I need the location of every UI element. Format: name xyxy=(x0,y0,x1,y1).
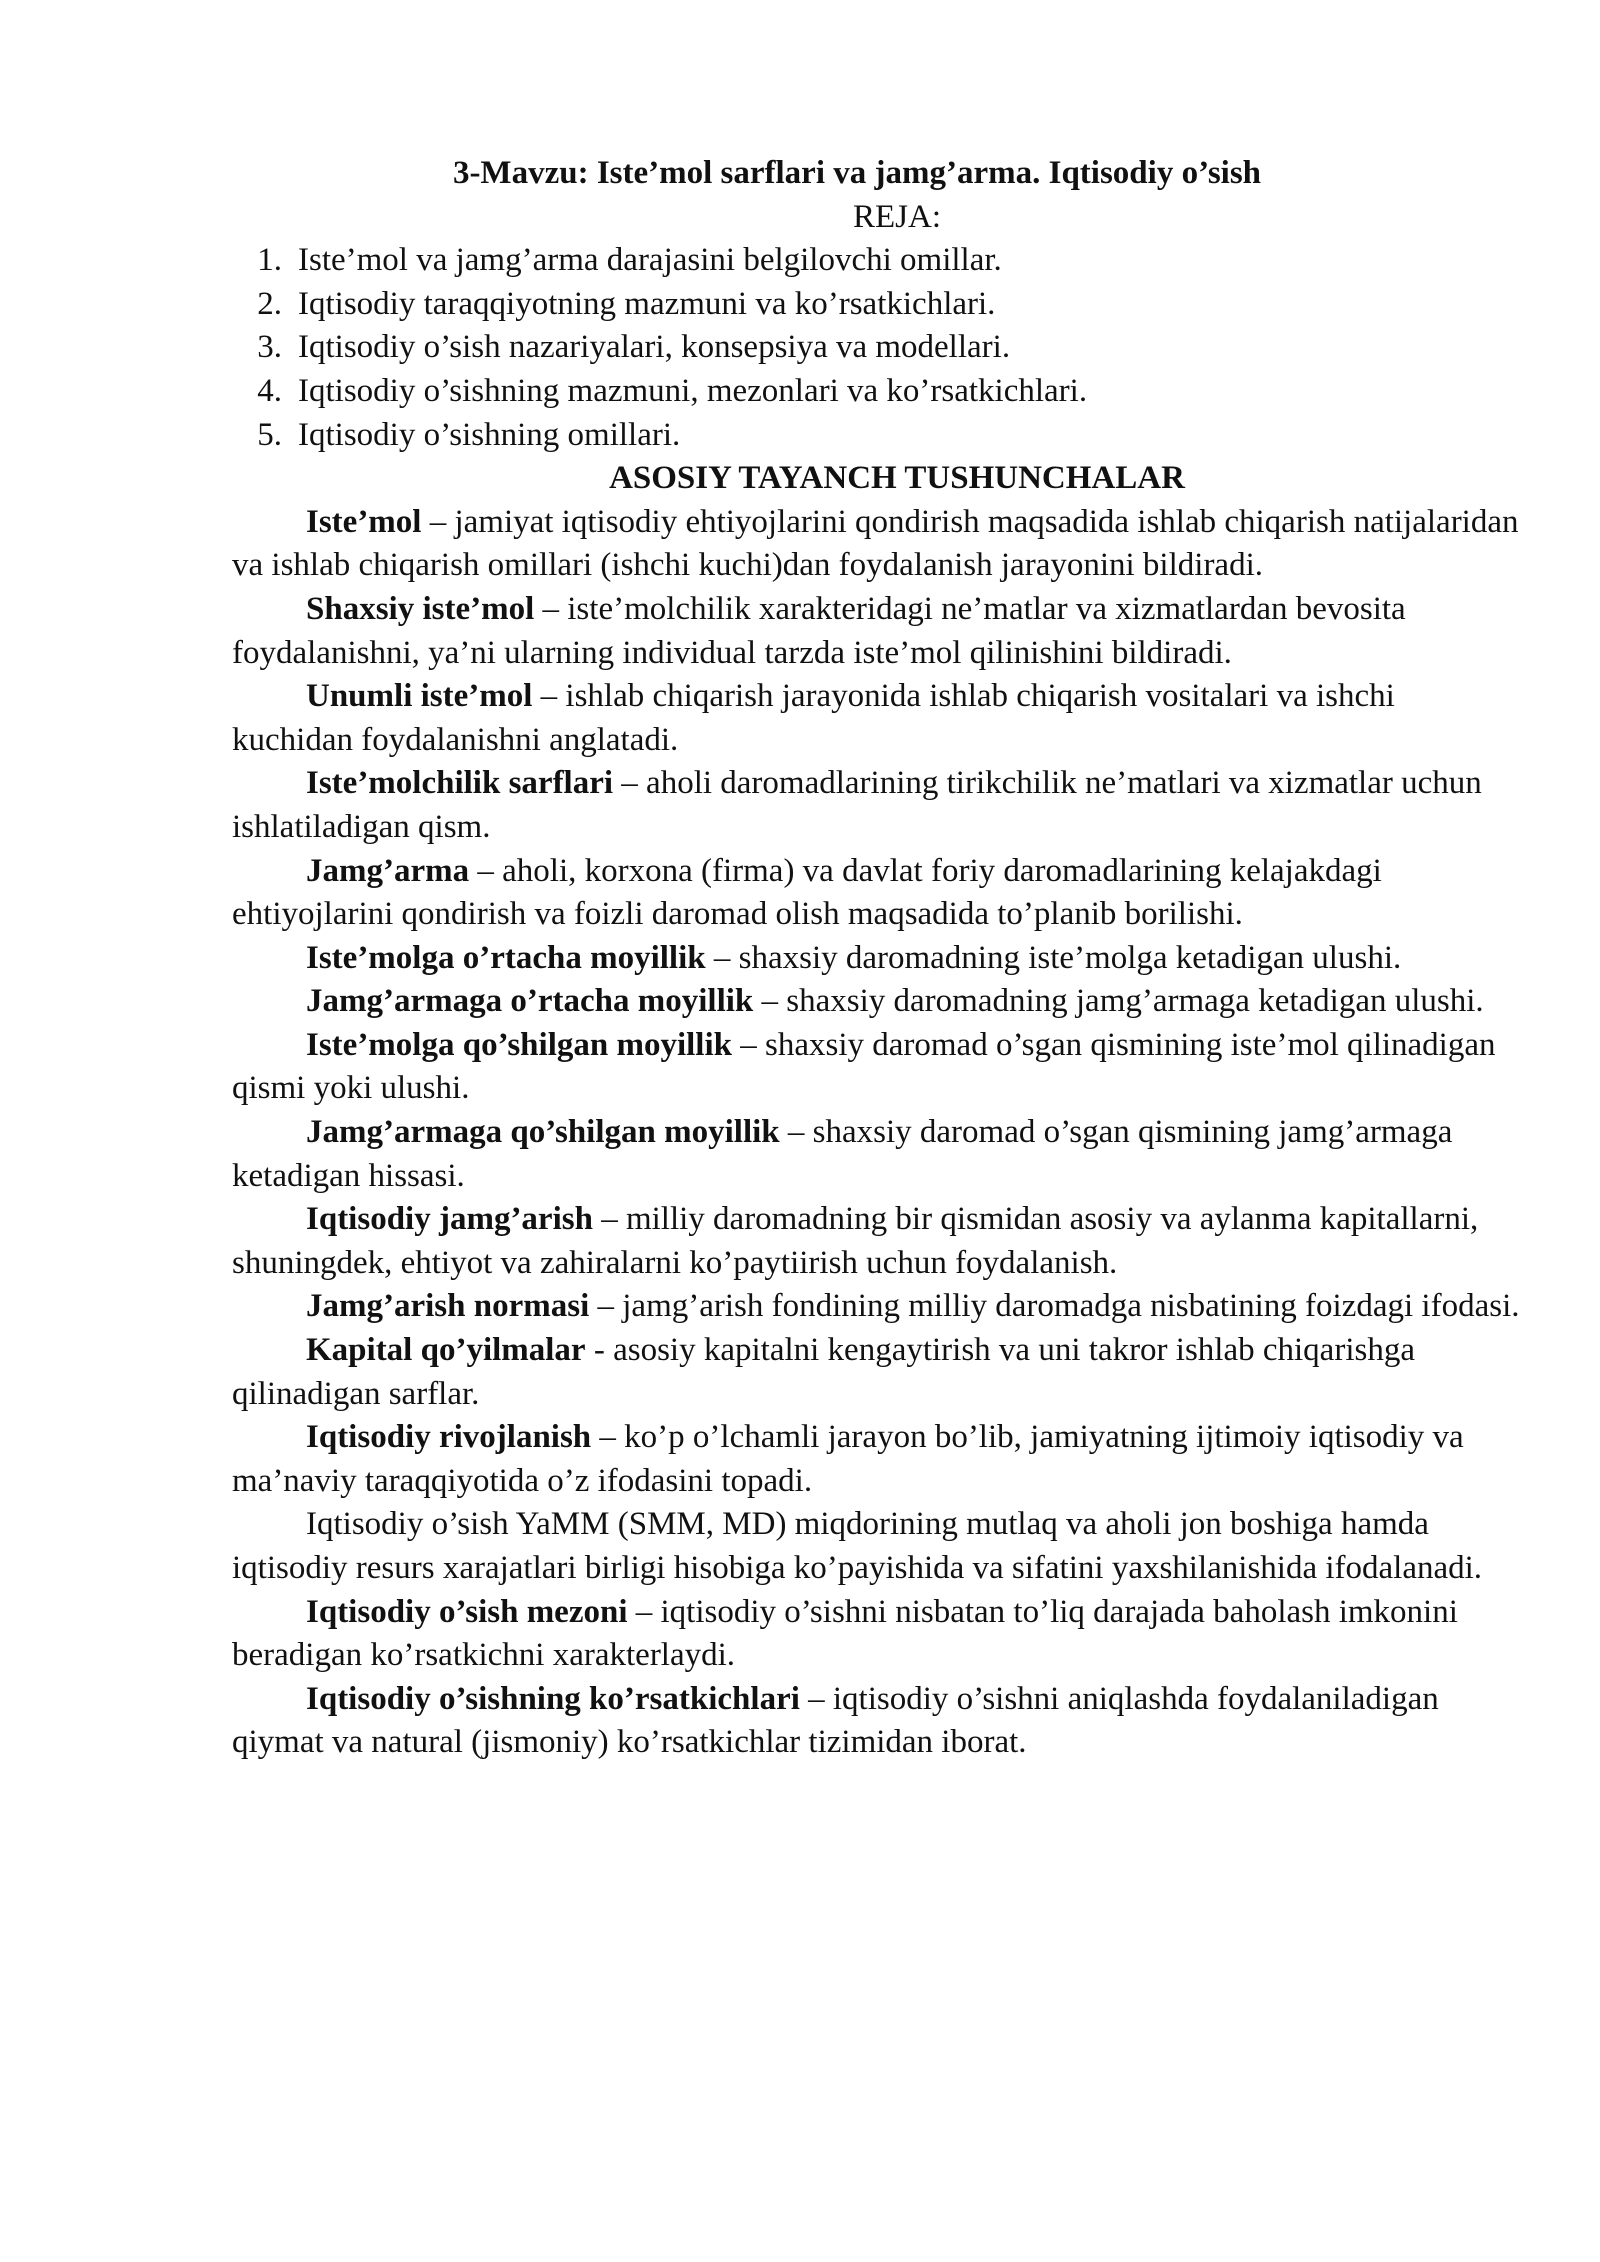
definition-term: Iste’molga o’rtacha moyillik xyxy=(306,939,706,976)
plan-item-text: Iqtisodiy taraqqiyotning mazmuni va ko’rsatkichlari. xyxy=(298,285,996,322)
definition-text: – shaxsiy daromad o’sgan qismining jamg’armaga ketadigan hissasi. xyxy=(232,1114,1453,1194)
definition-term: Iqtisodiy o’sishning ko’rsatkichlari xyxy=(306,1680,800,1717)
definition-text: Iqtisodiy o’sish YaMM (SMM, MD) miqdorining mutlaq va aholi jon boshiga hamda iqtisodiy resurs xarajatlari birligi hisobiga ko’payishida va sifatini yaxshilanishida ifodalanadi. xyxy=(232,1506,1483,1586)
plan-item-number: 4. xyxy=(257,372,282,409)
definition-term: Jamg’armaga o’rtacha moyillik xyxy=(306,983,754,1020)
document-title: 3-Mavzu: Iste’mol sarflari va jamg’arma. Iqtisodiy o’sish xyxy=(452,155,1262,191)
definition-text: – iqtisodiy o’sishni nisbatan to’liq darajada baholash imkonini beradigan ko’rsatkichni xarakterlaydi. xyxy=(232,1593,1458,1674)
plan-list xyxy=(232,239,1522,457)
definition-text: – shaxsiy daromad o’sgan qismining iste’mol qilinadigan qismi yoki ulushi. xyxy=(232,1026,1496,1107)
plan-item-text: Iste’mol va jamg’arma darajasini belgilovchi omillar. xyxy=(298,242,1002,279)
definition-paragraph xyxy=(232,1678,1522,1765)
concepts-heading: ASOSIY TAYANCH TUSHUNCHALAR xyxy=(609,460,1185,497)
definition-text: – jamg’arish fondining milliy daromadga nisbatining foizdagi ifodasi. xyxy=(589,1288,1520,1325)
definition-text: – jamiyat iqtisodiy ehtiyojlarini qondirish maqsadida ishlab chiqarish natijalaridan va ishlab chiqarish omillari (ishchi kuchi)dan foydalanish jarayonini bildiradi. xyxy=(232,503,1519,584)
definition-term: Iqtisodiy rivojlanish xyxy=(306,1419,592,1456)
definition-text: – milliy daromadning bir qismidan asosiy va aylanma kapitallarni, shuningdek, ehtiyot va zahiralarni ko’paytiirish uchun foydalanish. xyxy=(232,1201,1479,1281)
plan-item-number: 2. xyxy=(257,285,282,322)
definition-term: Unumli iste’mol xyxy=(306,678,533,715)
definition-paragraph xyxy=(232,980,1522,1024)
plan-item-number: 3. xyxy=(257,329,282,366)
definition-paragraph xyxy=(232,588,1522,675)
definition-term: Jamg’armaga qo’shilgan moyillik xyxy=(306,1114,780,1151)
plan-item-text: Iqtisodiy o’sishning mazmuni, mezonlari va ko’rsatkichlari. xyxy=(298,372,1088,409)
definition-paragraph xyxy=(232,1198,1522,1285)
plan-item xyxy=(232,414,1522,458)
definition-text: – aholi, korxona (firma) va davlat foriy daromadlarining kelajakdagi ehtiyojlarini qondirish va foizli daromad olish maqsadida to’planib borilishi. xyxy=(232,852,1382,933)
definition-term: Iste’mol xyxy=(306,503,422,540)
definition-text: – ko’p o’lchamli jarayon bo’lib, jamiyatning ijtimoiy iqtisodiy va ma’naviy taraqqiyotida o’z ifodasini topadi. xyxy=(232,1419,1464,1499)
definition-text: – iste’molchilik xarakteridagi ne’matlar va xizmatlardan bevosita foydalanishni, ya’ni ularning individual tarzda iste’mol qilinishini bildiradi. xyxy=(232,590,1406,671)
definition-term: Iqtisodiy o’sish mezoni xyxy=(306,1593,628,1630)
definition-paragraph xyxy=(232,937,1522,981)
definition-paragraph xyxy=(232,762,1522,849)
definition-text: – ishlab chiqarish jarayonida ishlab chiqarish vositalari va ishchi kuchidan foydalanishni anglatadi. xyxy=(232,678,1395,758)
plan-item xyxy=(232,239,1522,283)
definition-paragraph xyxy=(232,1416,1522,1503)
plan-item xyxy=(232,370,1522,414)
definition-term: Jamg’arish normasi xyxy=(306,1288,590,1325)
definition-paragraph xyxy=(232,675,1522,762)
definition-term: Jamg’arma xyxy=(306,852,470,889)
definition-paragraph xyxy=(232,1111,1522,1198)
definition-paragraph xyxy=(232,1329,1522,1416)
plan-item xyxy=(232,326,1522,370)
definition-term: Iste’molga qo’shilgan moyillik xyxy=(306,1026,732,1063)
plan-item xyxy=(232,283,1522,327)
document-page xyxy=(232,152,1522,1765)
definition-paragraph xyxy=(232,1024,1522,1111)
plan-item-number: 1. xyxy=(257,242,282,279)
definition-term: Iste’molchilik sarflari xyxy=(306,765,614,802)
plan-item-text: Iqtisodiy o’sish nazariyalari, konsepsiya va modellari. xyxy=(298,329,1011,366)
definition-text: - asosiy kapitalni kengaytirish va uni takror ishlab chiqarishga qilinadigan sarflar. xyxy=(232,1332,1415,1412)
definition-text: – iqtisodiy o’sishni aniqlashda foydalaniladigan qiymat va natural (jismoniy) ko’rsatkichlar tizimidan iborat. xyxy=(232,1680,1439,1761)
definition-term: Shaxsiy iste’mol xyxy=(306,590,535,627)
definition-text: – shaxsiy daromadning iste’molga ketadigan ulushi. xyxy=(705,939,1402,976)
definition-paragraph xyxy=(232,1285,1522,1329)
plan-heading: REJA: xyxy=(852,198,941,235)
plan-item-text: Iqtisodiy o’sishning omillari. xyxy=(298,416,681,453)
definition-paragraph xyxy=(232,850,1522,937)
definition-term: Iqtisodiy jamg’arish xyxy=(306,1201,593,1238)
definition-term: Kapital qo’yilmalar xyxy=(306,1332,586,1369)
definition-text: – aholi daromadlarining tirikchilik ne’matlari va xizmatlar uchun ishlatiladigan qism. xyxy=(232,765,1482,845)
definition-paragraph xyxy=(232,1503,1522,1590)
plan-item-number: 5. xyxy=(257,416,282,453)
definition-paragraph xyxy=(232,1591,1522,1678)
definition-text: – shaxsiy daromadning jamg’armaga ketadigan ulushi. xyxy=(753,983,1484,1020)
definition-paragraph xyxy=(232,501,1522,588)
